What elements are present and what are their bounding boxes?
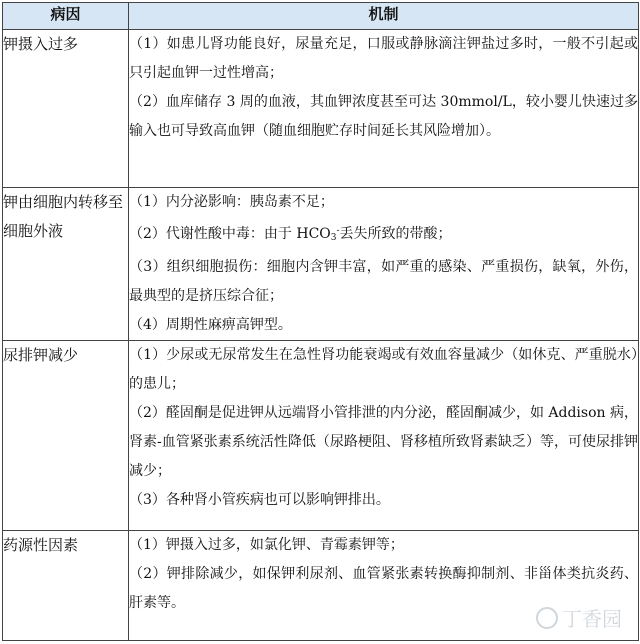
- table-row: [3, 188, 639, 341]
- hco3-subscript: 3: [330, 233, 337, 243]
- table-row: [3, 30, 639, 188]
- cause-cell: 钾由细胞内转移至细胞外液: [3, 188, 129, 341]
- mechanism-cell: [129, 188, 639, 341]
- mechanism-cell: [129, 341, 639, 531]
- mechanism-item: （1）内分泌影响：胰岛素不足；: [129, 194, 334, 210]
- mechanism-item: （1）如患儿肾功能良好，尿量充足，口服或静脉滴注钾盐过多时，一般不引起或只引起血钾一过性增高；: [129, 36, 638, 81]
- mechanism-item: （2）血库储存 3 周的血液，其血钾浓度甚至可达 30mmol/L，较小婴儿快速过多输入也可导致高血钾（随血细胞贮存时间延长其风险增加）。: [129, 94, 638, 139]
- mechanism-item: （4）周期性麻痹高钾型。: [129, 317, 292, 333]
- cause-cell: 钾摄入过多: [3, 30, 129, 188]
- mechanism-item: （3）各种肾小管疾病也可以影响钾排出。: [129, 492, 390, 508]
- table-header-row: [3, 3, 639, 30]
- cause-cell: 尿排钾减少: [3, 341, 129, 531]
- cause-mechanism-table: [2, 2, 639, 641]
- mechanism-item-hco3: （2）代谢性酸中毒：由于 $HCO_3^-$丢失所致的带酸；: [129, 226, 452, 243]
- mechanism-item: （2）醛固酮是促进钾从远端肾小管排泄的内分泌，醛固酮减少，如 Addison 病，肾素-血管紧张素系统活性降低（尿路梗阻、肾移植所致肾素缺乏）等，可使尿排钾减少；: [129, 405, 638, 479]
- watermark-logo-icon: [536, 607, 558, 629]
- mechanism-item: （1）钾摄入过多，如氯化钾、青霉素钾等；: [129, 537, 404, 553]
- mechanism-item: （1）少尿或无尿常发生在急性肾功能衰竭或有效血容量减少（如休克、严重脱水）的患儿；: [129, 347, 638, 392]
- header-mechanism: 机制: [129, 3, 639, 30]
- table-row: [3, 341, 639, 531]
- hco3-superscript: -: [336, 226, 340, 236]
- cause-cell: 药源性因素: [3, 531, 129, 641]
- header-cause: 病因: [3, 3, 129, 30]
- mechanism-item: （3）组织细胞损伤：细胞内含钾丰富，如严重的感染、严重损伤，缺氧，外伤，最典型的是挤压综合征；: [129, 259, 638, 304]
- watermark-text: 丁香园: [562, 607, 622, 631]
- mechanism-cell: [129, 30, 639, 188]
- mechanism-item: （2）钾排除减少，如保钾利尿剂、血管紧张素转换酶抑制剂、非甾体类抗炎药、肝素等。: [129, 566, 638, 611]
- watermark: [536, 603, 622, 632]
